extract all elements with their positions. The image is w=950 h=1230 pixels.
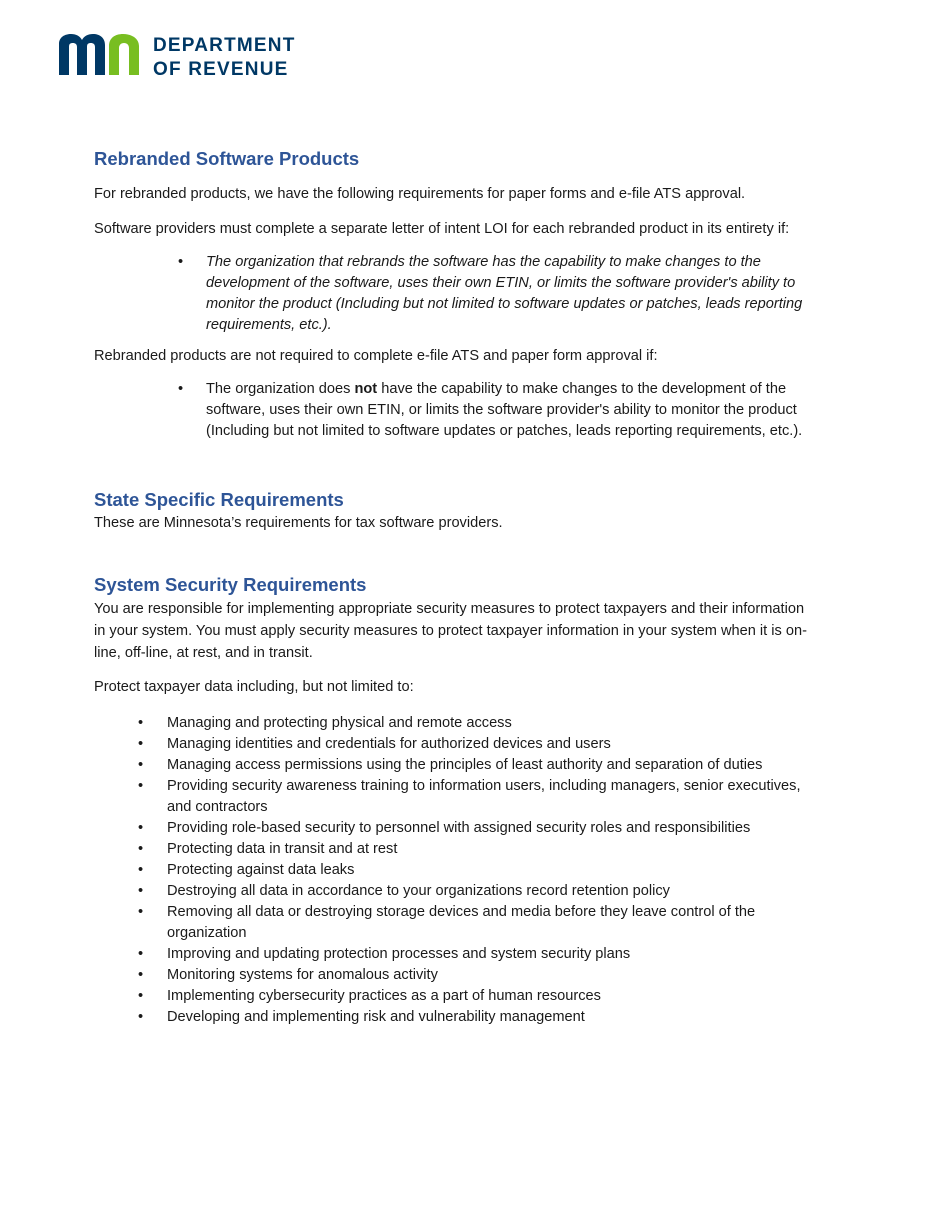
bullet-dot-icon: •: [138, 1009, 144, 1025]
bullet-dot-icon: •: [138, 862, 144, 878]
list-item-text: Protecting against data leaks: [167, 862, 355, 878]
security-text: You are responsible for implementing appropriate security measures to protect taxpayers and their information in your system. You must apply security measures to protect taxpayer information in your system when it is on-line, off-line, at rest, and in transit.: [94, 601, 807, 661]
list-item: [138, 713, 814, 734]
bullet-dot-icon: •: [138, 883, 144, 899]
bullet-required-text: The organization that rebrands the software has the capability to make changes to the development of the software, uses their own ETIN, or limits the software provider's ability to monitor the product (Including but not limited to software updates or patches, leads reporting requirements, etc.).: [206, 254, 803, 333]
list-item: [138, 986, 814, 1007]
document-body: [94, 146, 814, 1028]
bullet-dot-icon: •: [178, 381, 184, 397]
bullet-required: [178, 252, 814, 336]
bullet-dot-icon: •: [138, 841, 144, 857]
bullet-not-required-before: The organization does: [206, 381, 355, 397]
mn-logo-icon: [57, 32, 307, 80]
list-item: [138, 902, 814, 944]
list-item-text: Providing role-based security to personnel with assigned security roles and responsibilities: [167, 820, 751, 836]
list-item-text: Developing and implementing risk and vulnerability management: [167, 1009, 585, 1025]
heading-system-security: System Security Requirements: [94, 574, 367, 595]
list-item-text: Improving and updating protection processes and system security plans: [167, 946, 631, 962]
list-item-text: Protecting data in transit and at rest: [167, 841, 398, 857]
bullet-dot-icon: •: [138, 988, 144, 1004]
bullet-not-required: [178, 379, 814, 442]
state-text: These are Minnesota’s requirements for tax software providers.: [94, 515, 503, 531]
rebranded-lead: Software providers must complete a separate letter of intent LOI for each rebranded product in its entirety if:: [94, 221, 790, 237]
bullet-dot-icon: •: [138, 967, 144, 983]
list-item-text: Providing security awareness training to information users, including managers, senior executives, and contractors: [167, 778, 801, 815]
bullet-dot-icon: •: [138, 757, 144, 773]
not-required-lead: Rebranded products are not required to complete e-file ATS and paper form approval if:: [94, 348, 658, 364]
bullet-dot-icon: •: [138, 946, 144, 962]
list-item: [138, 818, 814, 839]
list-item-text: Implementing cybersecurity practices as a part of human resources: [167, 988, 601, 1004]
logo-line2: OF REVENUE: [153, 59, 289, 80]
department-of-revenue-logo: [57, 32, 307, 80]
bullet-dot-icon: •: [138, 715, 144, 731]
bullet-not-required-bold: not: [354, 381, 378, 397]
security-list: [138, 713, 814, 1028]
heading-state-specific: State Specific Requirements: [94, 489, 344, 510]
list-item-text: Managing and protecting physical and remote access: [167, 715, 512, 731]
list-item-text: Destroying all data in accordance to your organizations record retention policy: [167, 883, 670, 899]
rebranded-intro: For rebranded products, we have the following requirements for paper forms and e-file ATS approval.: [94, 186, 746, 202]
bullet-not-required-after: have the capability to make changes to the development of the software, uses their own ETIN, or limits the software provider's ability to monitor the product (Including but not limited to software updates or patches, leads reporting requirements, etc.).: [206, 381, 803, 439]
list-item-text: Managing access permissions using the principles of least authority and separation of duties: [167, 757, 763, 773]
bullet-dot-icon: •: [178, 254, 184, 270]
list-item: [138, 1007, 814, 1028]
list-item-text: Monitoring systems for anomalous activity: [167, 967, 438, 983]
list-item: [138, 881, 814, 902]
logo-line1: DEPARTMENT: [153, 35, 296, 56]
list-item-text: Removing all data or destroying storage devices and media before they leave control of the organization: [167, 904, 756, 941]
bullet-dot-icon: •: [138, 736, 144, 752]
list-item: [138, 839, 814, 860]
list-item: [138, 860, 814, 881]
list-item: [138, 944, 814, 965]
list-item-text: Managing identities and credentials for authorized devices and users: [167, 736, 611, 752]
bullet-dot-icon: •: [138, 778, 144, 794]
list-item: [138, 965, 814, 986]
bullet-dot-icon: •: [138, 904, 144, 920]
list-item: [138, 776, 814, 818]
bullet-dot-icon: •: [138, 820, 144, 836]
heading-rebranded: Rebranded Software Products: [94, 148, 360, 169]
protect-lead: Protect taxpayer data including, but not limited to:: [94, 679, 414, 695]
list-item: [138, 734, 814, 755]
list-item: [138, 755, 814, 776]
